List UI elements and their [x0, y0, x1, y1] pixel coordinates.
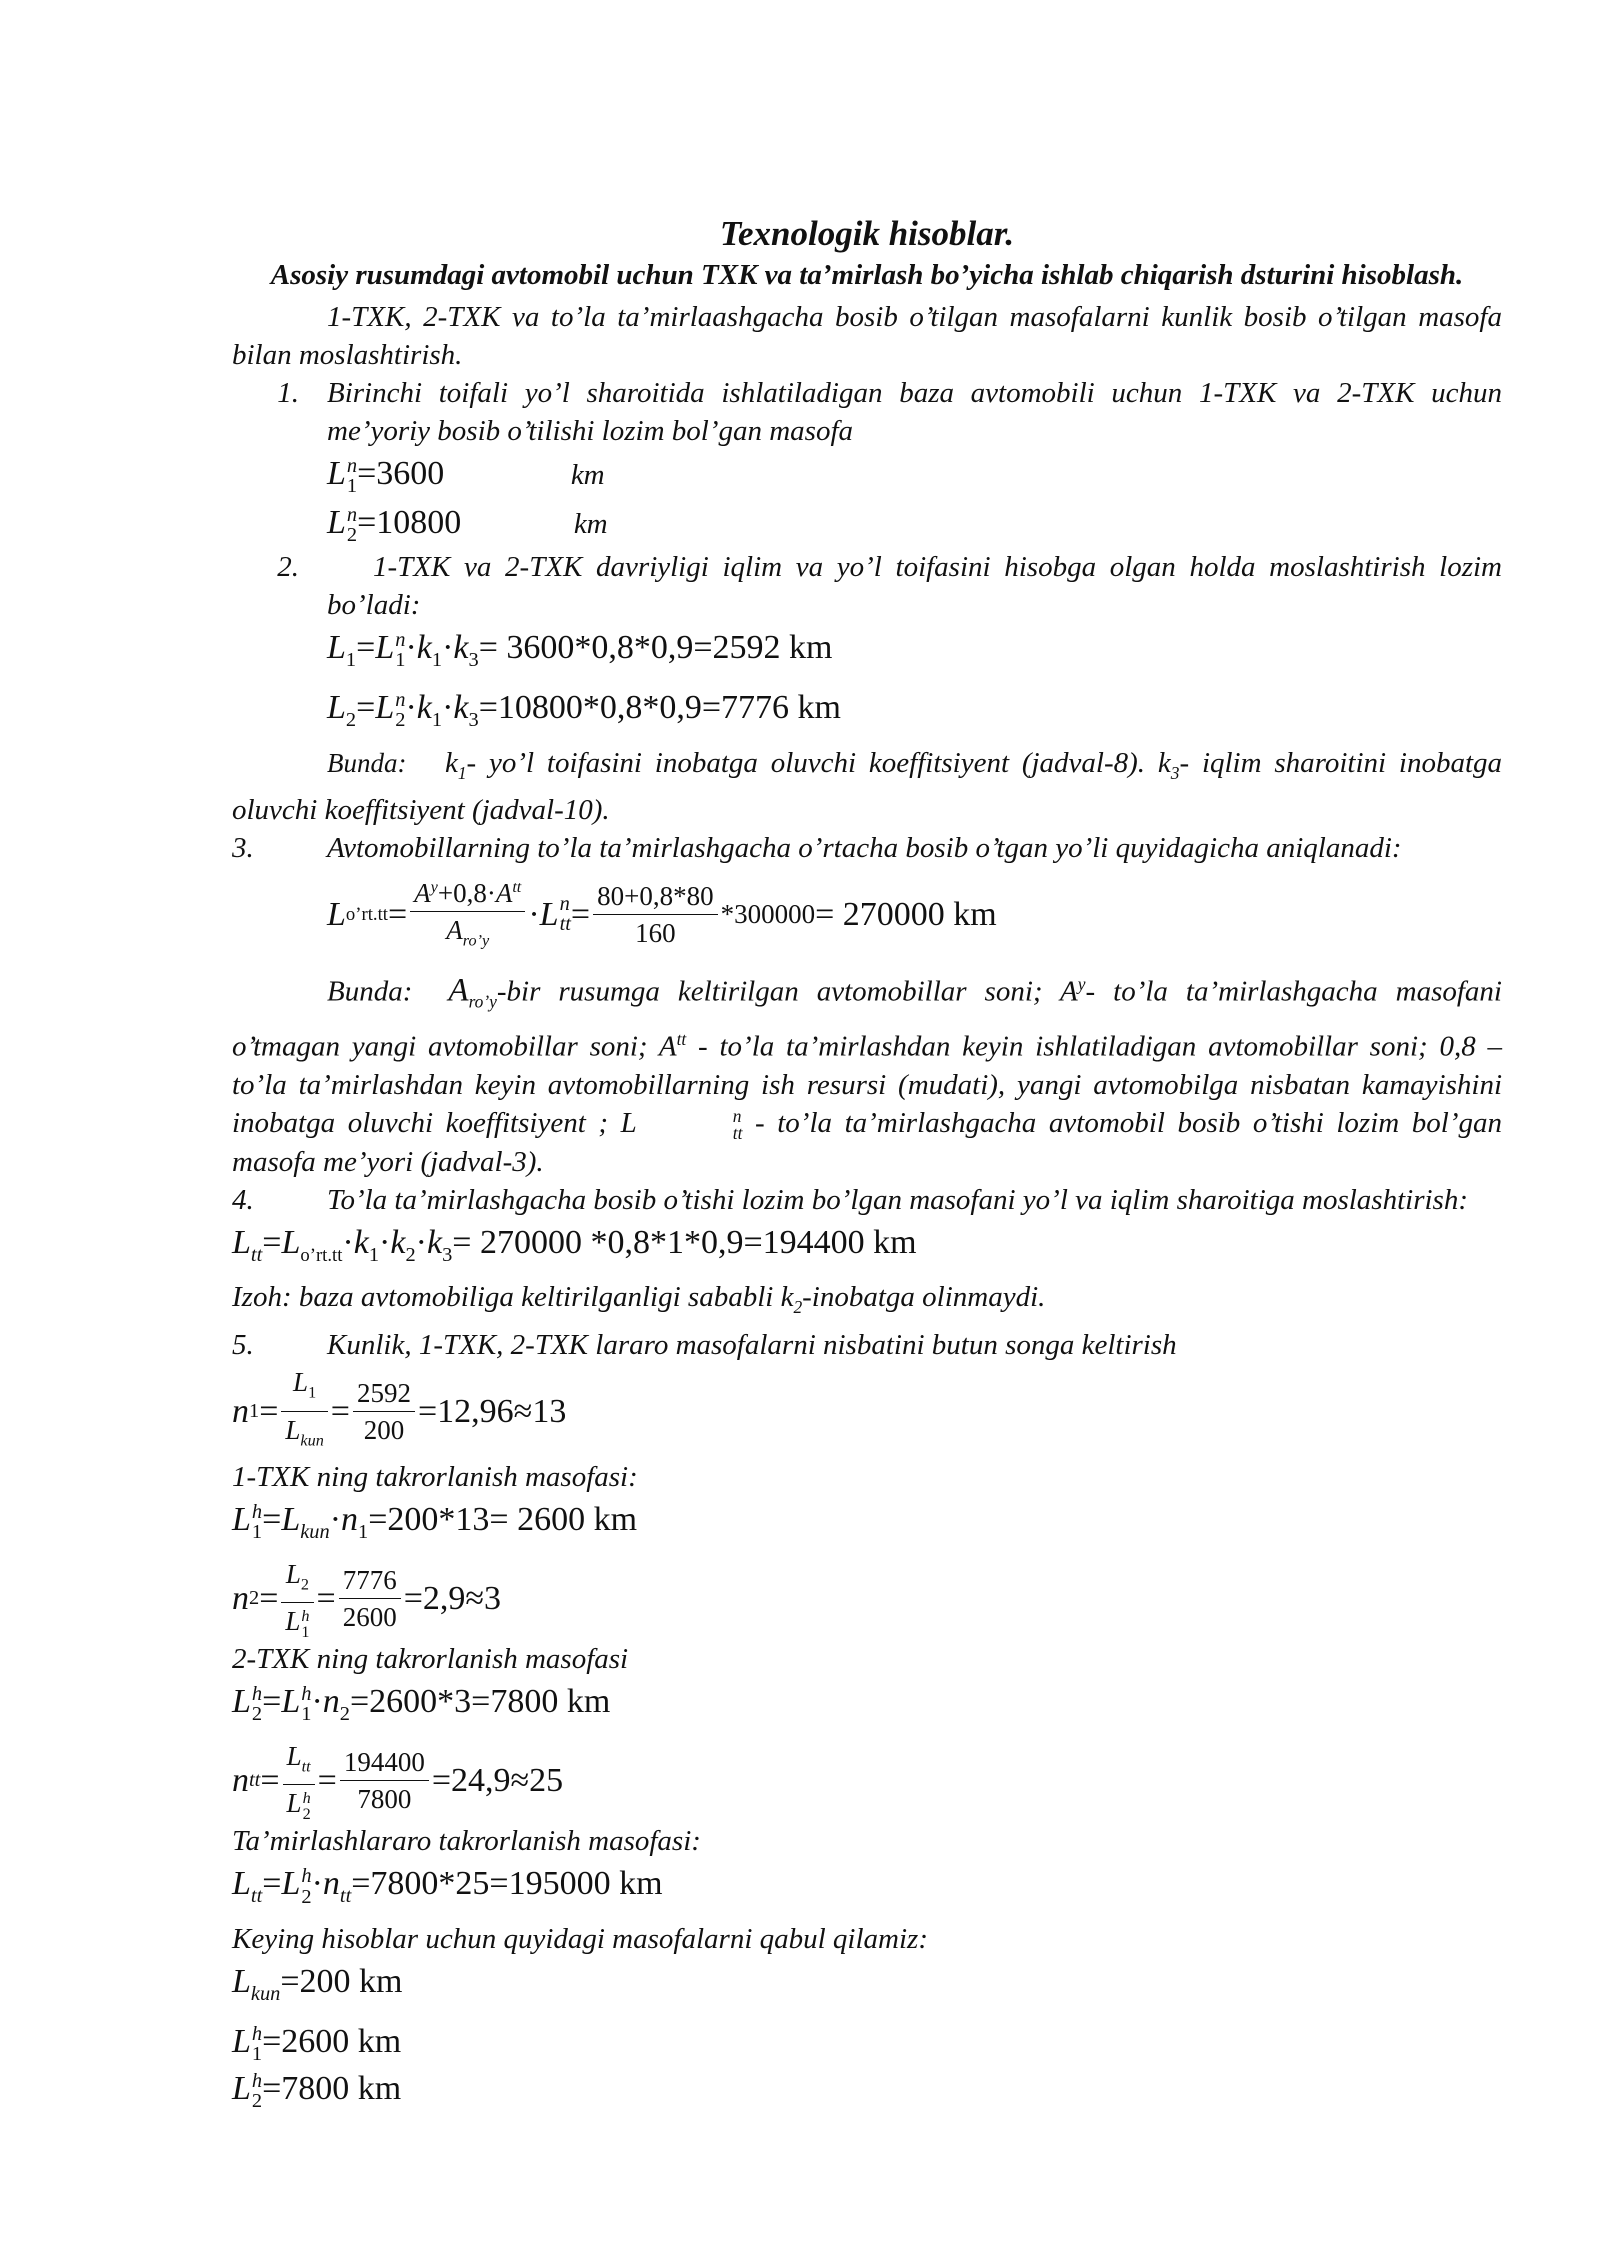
item-text: 1-TXK va 2-TXK davriyligi iqlim va yo’l toifasini hisobga olgan holda moslashtirish lozim bo’ladi:	[327, 551, 1502, 621]
formula-n2: n 2 = $L_2$ L h 1 = $\frac{7776}{2600}$ =2,9≈3	[232, 1556, 1502, 1640]
bunda-paragraph-1: Bunda: $k_1-$ yo’l toifasini inobatga oluvchi koeffitsiyent (jadval-8). $k_3-$ iqlim sharoitini inobatga oluvchi koeffitsiyent (jadval-10).	[232, 746, 1503, 827]
l1h-label: 1-TXK ning takrorlanish masofasi:	[232, 1461, 638, 1494]
formula-l2: $L_2=L$ n 2 $\cdot k_1\cdot k_3=10800*0,8*0,9=7776$ km	[327, 688, 841, 731]
unit-label: km	[573, 508, 608, 540]
list-item-4	[232, 1181, 1502, 1219]
formula-n1: n 1 = $\frac{L_1}{L_{kun}}$ = $\frac{2592}{200}$ =12,96≈13	[232, 1364, 1502, 1458]
item-number: 2.	[277, 551, 299, 583]
list-item-2	[232, 548, 1502, 624]
item-number: 5.	[232, 1329, 254, 1362]
note-paragraph: Izoh: baza avtomobiliga keltirilganligi sababli $k_2$-inobatga olinmaydi.	[232, 1281, 1046, 1318]
item-number: 4.	[232, 1183, 254, 1216]
accept-label: Keying hisoblar uchun quyidagi masofalarni qabul qilamiz:	[232, 1923, 928, 1956]
item-number: 1.	[277, 377, 299, 409]
formula-ltt: $L_{tt}=L_{o’rt.tt}\cdot k_1\cdot k_2\cdot k_3= 270000$ *0,8*1*0,9=194400 km	[232, 1223, 917, 1266]
page-subtitle: Asosiy rusumdagi avtomobil uchun TXK va ta’mirlash bo’yicha ishlab chiqarish dsturini hisoblash.	[270, 259, 1464, 291]
formula-ntt: n tt = $L_{tt}$ L h 2 = $\frac{194400}{7800}$ =24,9≈25	[232, 1738, 1502, 1822]
fraction: $\frac{194400}{7800}$	[340, 1744, 429, 1817]
unit-label: km	[570, 459, 605, 491]
value-lkun: $L_{kun}=200$ km	[232, 1963, 403, 2005]
value-l1h: L h 1 =2600 km	[232, 2022, 402, 2066]
l2h-label: 2-TXK ning takrorlanish masofasi	[232, 1643, 629, 1676]
item-text: To’la ta’mirlashgacha bosib o’tishi lozim bo’lgan masofani yo’l va iqlim sharoitiga moslashtirish:	[327, 1183, 1468, 1216]
bunda-paragraph-2: Bunda: $A_{ro’y}$-bir rusumga keltirilgan avtomobillar soni; $A^y-$ to’la ta’mirlashgacha masofani o’tmagan yangi avtomobillar soni; $A^{tt}$ - to’la ta’mirlashdan keyin ishlatiladigan avtomobillar soni; 0,8 – to’la ta’mirlashdan keyin avtomobillarning ish resursi (mudati), yangi avtomobilga nisbatan kamayishini inobatga oluvchi koeffitsiyent ; L n tt - to’la ta’mirlashgacha avtomobil bosib o’tishi lozim bol’gan masofa me’yori (jadval-3).	[232, 972, 1503, 1178]
intro-paragraph: 1-TXK, 2-TXK va to’la ta’mirlaashgacha bosib o’tilgan masofalarni kunlik bosib o’tilgan masofa bilan moslashtirish.	[232, 301, 1502, 371]
item-number: 3.	[232, 832, 254, 865]
fraction: $\frac{L_1}{L_{kun}}$	[281, 1364, 327, 1458]
fraction: $L_{tt}$ L h 2	[283, 1738, 315, 1822]
formula-l2h: L h 2 =L h 1 $\cdot n_2=2600*3=7800$ km	[232, 1683, 611, 1726]
list-item-5	[232, 1326, 1502, 1364]
fraction: $\frac{80+0,8*80}{160}$	[593, 878, 717, 951]
page-title: Texnologik hisoblar.	[719, 214, 1015, 253]
list-item-1	[232, 374, 1502, 450]
formula-l2n: L n 2 =10800 km	[327, 503, 608, 547]
item-text: Birinchi toifali yo’l sharoitida ishlatiladigan baza avtomobili uchun 1-TXK va 2-TXK uchun me’yoriy bosib o’tilishi lozim bol’gan masofa	[327, 377, 1502, 447]
fraction: $L_2$ L h 1	[281, 1556, 313, 1640]
ltt-label: Ta’mirlashlararo takrorlanish masofasi:	[232, 1825, 701, 1858]
fraction: $\frac{7776}{2600}$	[339, 1562, 401, 1635]
fraction: $\frac{A^y+0,8\cdot A^{tt}}{A_{ro’y}}$	[410, 869, 525, 958]
list-item-3	[232, 829, 1502, 867]
formula-l1: $L_1=L$ n 1 $\cdot k_1\cdot k_3= 3600*0,8*0,9=2592$ km	[327, 628, 833, 672]
formula-l1h: L h 1 $=L_{kun}\cdot n_1=200*13= 2600$ km	[232, 1500, 638, 1544]
value-l2h: L h 2 =7800 km	[232, 2069, 402, 2113]
formula-lort: L o’rt.tt = $\frac{A^y+0,8\cdot A^{tt}}{A_{ro’y}}$ · L n tt = $\frac{80+0,8*80}{160}$ *300000 = 270000 km	[232, 869, 1502, 958]
document-page	[232, 212, 1502, 2112]
formula-l1n: L n 1 =3600 km	[327, 454, 605, 498]
fraction: $\frac{2592}{200}$	[353, 1375, 415, 1448]
formula-ltt-repeat: $L_{tt}=L$ h 2 $\cdot n_{tt}=7800*25=195000$ km	[232, 1865, 663, 1908]
item-text: Avtomobillarning to’la ta’mirlashgacha o’rtacha bosib o’tgan yo’li quyidagicha aniqlanadi:	[327, 832, 1402, 865]
item-text: Kunlik, 1-TXK, 2-TXK lararo masofalarni nisbatini butun songa keltirish	[327, 1329, 1177, 1362]
